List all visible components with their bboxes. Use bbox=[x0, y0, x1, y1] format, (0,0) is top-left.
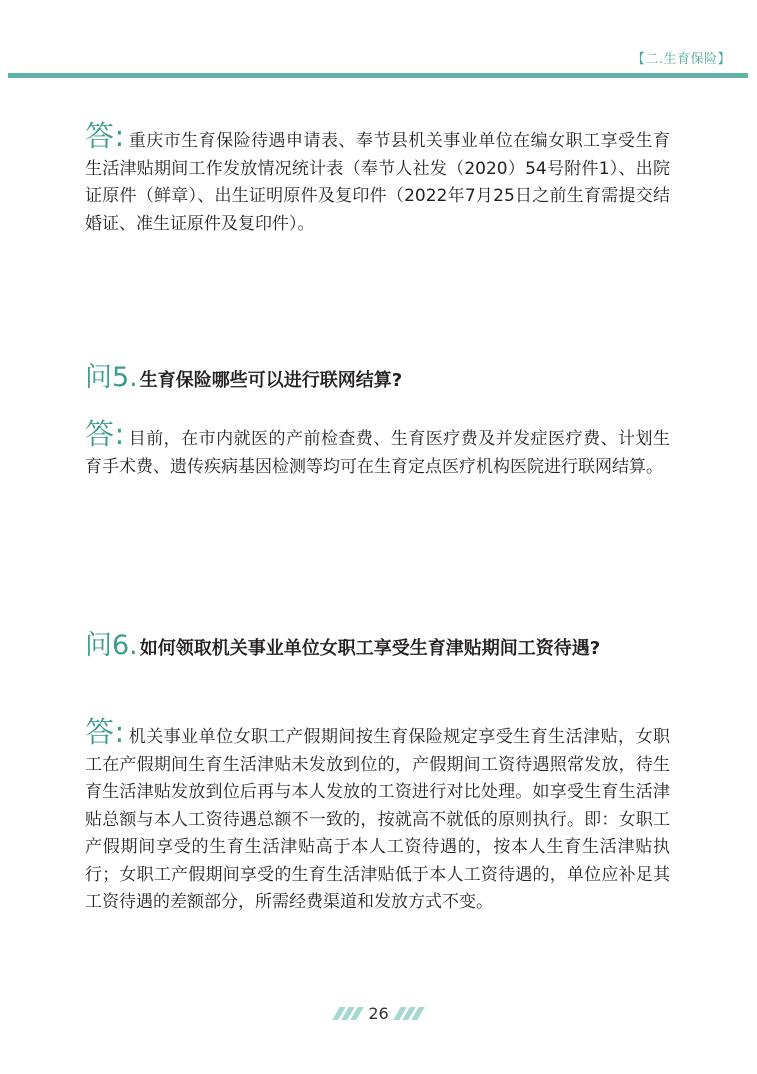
answer-text: 机关事业单位女职工产假期间按生育保险规定享受生育生活津贴，女职工在产假期间生育生活津贴未发放到位的，产假期间工资待遇照常发放，待生育生活津贴发放到位后再与本人发放的工资进行对比处理。如享受生育生活津贴总额与本人工资待遇总额不一致的，按就高不就低的原则执行。即：女职工产假期间享受的生育生活津贴高于本人工资待遇的，按本人生育生活津贴执行；女职工产假期间享受的生育生活津贴低于本人工资待遇的，单位应补足其工资待遇的差额部分，所需经费渠道和发放方式不变。 bbox=[85, 727, 670, 912]
stripe-decoration-left bbox=[336, 1007, 360, 1020]
answer-marker: 答: bbox=[85, 715, 125, 749]
page-footer bbox=[0, 1004, 757, 1024]
answer-marker: 答: bbox=[85, 417, 125, 451]
answer-previous-question bbox=[85, 119, 670, 238]
question-text: 如何领取机关事业单位女职工享受生育津贴期间工资待遇? bbox=[139, 638, 601, 659]
question-6 bbox=[85, 630, 670, 664]
answer-5 bbox=[85, 417, 670, 481]
answer-text: 目前，在市内就医的产前检查费、生育医疗费及并发症医疗费、计划生育手术费、遗传疾病基因检测等均可在生育定点医疗机构医院进行联网结算。 bbox=[85, 429, 670, 477]
answer-marker: 答: bbox=[85, 119, 125, 153]
question-marker: 问6. bbox=[85, 630, 138, 661]
answer-text: 重庆市生育保险待遇申请表、奉节县机关事业单位在编女职工享受生育生活津贴期间工作发放情况统计表（奉节人社发（2020）54号附件1）、出院证原件（鲜章）、出生证明原件及复印件（2022年7月25日之前生育需提交结婚证、准生证原件及复印件）。 bbox=[85, 131, 670, 234]
answer-6 bbox=[85, 715, 670, 917]
header-divider bbox=[8, 73, 748, 78]
stripe-decoration-right bbox=[397, 1007, 421, 1020]
page-number: 26 bbox=[368, 1004, 389, 1023]
section-tag: 【二.生育保险】 bbox=[631, 52, 731, 67]
question-5 bbox=[85, 362, 670, 396]
question-text: 生育保险哪些可以进行联网结算? bbox=[139, 370, 403, 391]
question-marker: 问5. bbox=[85, 362, 138, 393]
